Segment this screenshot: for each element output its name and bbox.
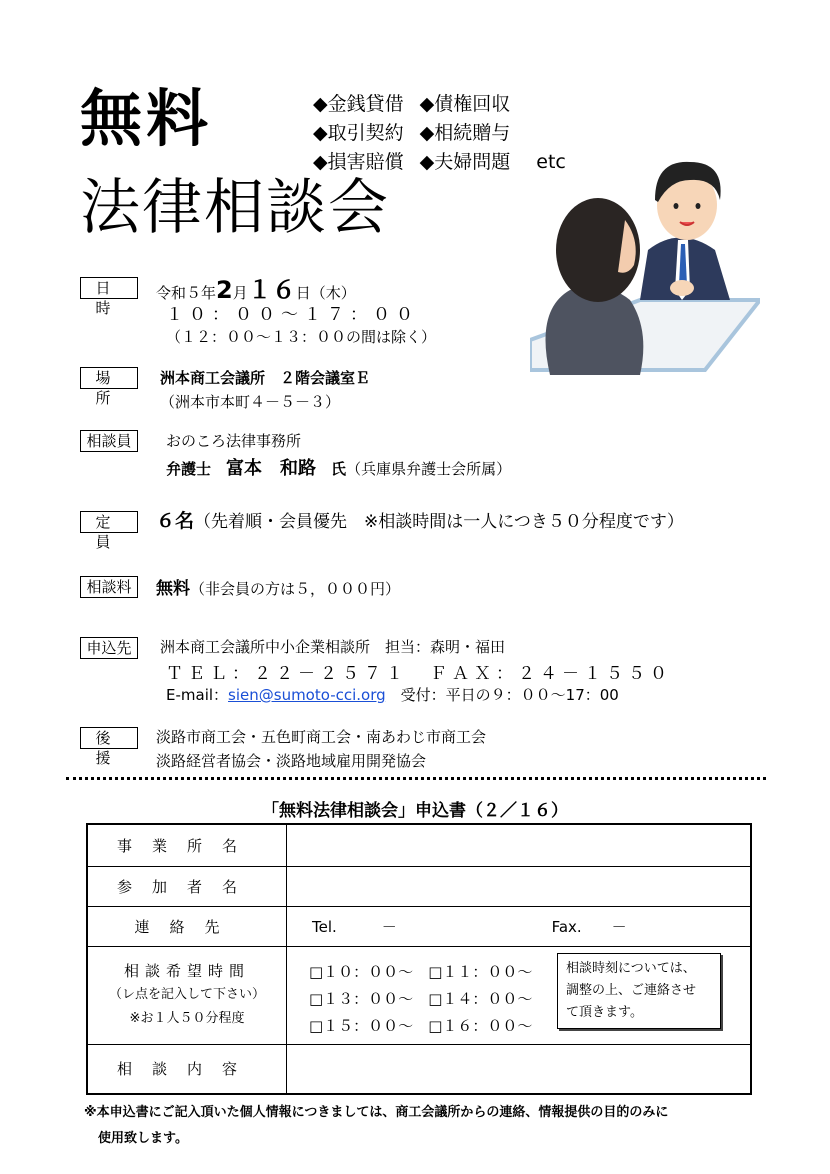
fax-label: Fax. － [551, 917, 627, 936]
slot-checkbox[interactable]: □１０：００～ [309, 962, 414, 981]
topic-item: ◆夫婦問題 [419, 151, 511, 173]
label-fee: 相談料 [80, 576, 138, 598]
capacity-line [156, 506, 684, 533]
label-datetime: 日時 [80, 277, 138, 299]
cut-line [66, 777, 766, 780]
privacy-line1: ※本申込書にご記入頂いた個人情報につきましては、商工会議所からの連絡、情報提供の目的のみに [84, 1105, 669, 1120]
slot-row [309, 959, 532, 986]
date-month: 2 [216, 276, 233, 304]
topic-etc: etc [536, 151, 566, 173]
topic-item: ◆相続贈与 [419, 122, 511, 144]
slot-row [309, 1013, 532, 1040]
tel-label: Tel. － [312, 917, 397, 936]
apply-email-line [166, 684, 619, 705]
support-line2: 淡路経営者協会・淡路地域雇用開発協会 [156, 752, 427, 770]
participant-field[interactable] [287, 866, 752, 906]
venue-name: 洲本商工会議所 ２階会議室Ｅ [160, 369, 371, 387]
topic-item: ◆取引契約 [313, 122, 404, 144]
capacity-note: （先着順・会員優先 ※相談時間は一人につき５０分程度です） [194, 512, 684, 532]
time-exclusion: （１２：００～１３：００の間は除く） [166, 328, 437, 346]
email-label: E-mail： [166, 686, 229, 704]
label-apply: 申込先 [80, 637, 138, 659]
preferred-time-label: 相談希望時間 [123, 962, 250, 980]
label-counselor: 相談員 [80, 430, 138, 452]
content-field[interactable] [287, 1044, 752, 1094]
preferred-time-field [287, 946, 752, 1044]
date-month-suffix: 月 [232, 284, 248, 302]
email-link[interactable]: sien@sumoto-cci.org [228, 686, 386, 704]
business-field[interactable] [287, 824, 752, 866]
preferred-time-note1: （レ点を記入して下さい） [108, 987, 265, 1002]
lawyer-hands [670, 280, 694, 296]
venue-address: （洲本市本町４－５－３） [160, 393, 341, 411]
privacy-line2: 使用致します。 [98, 1131, 188, 1146]
topic-item: ◆損害賠償 [313, 151, 404, 173]
counselor-honorific: 氏 [331, 460, 347, 478]
participant-label: 参加者名 [87, 866, 287, 906]
preferred-time-cell [87, 946, 287, 1044]
support-line1: 淡路市商工会・五色町商工会・南あわじ市商工会 [156, 728, 487, 746]
title-sub: 法律相談会 [80, 173, 390, 243]
topic-row [313, 90, 582, 119]
slot-checkbox[interactable]: □１６：００～ [428, 1016, 533, 1035]
notice-line: 調整の上、ご連絡させ [566, 982, 697, 998]
contact-field[interactable] [287, 906, 752, 946]
title-main: 無料 [80, 82, 213, 155]
consultation-illustration [530, 140, 760, 385]
date-day-suffix: 日（木） [295, 284, 356, 302]
label-capacity: 定員 [80, 511, 138, 533]
apply-reception: 受付：平日の９：００～17：00 [400, 686, 619, 704]
date-day: １６ [247, 276, 296, 304]
counselor-firm: おのころ法律事務所 [166, 432, 302, 450]
date-prefix: 令和５年 [156, 284, 217, 302]
notice-line: て頂きます。 [566, 1004, 643, 1020]
apply-office: 洲本商工会議所中小企業相談所 担当：森明・福田 [160, 638, 506, 656]
time-range: １０：００～１７：００ [166, 305, 419, 325]
notice-line: 相談時刻については、 [566, 960, 696, 976]
counselor-name: 富本 和路 [226, 458, 317, 479]
fee-note: （非会員の方は５，０００円） [190, 580, 401, 598]
slot-row [309, 986, 532, 1013]
time-slots [309, 959, 532, 1040]
capacity-value: ６名 [156, 510, 195, 532]
slot-checkbox[interactable]: □１４：００～ [428, 989, 533, 1008]
content-label: 相談内容 [87, 1044, 287, 1094]
preferred-time-note2: ※お１人５０分程度 [129, 1011, 245, 1026]
business-label: 事業所名 [87, 824, 287, 866]
counselor-title: 弁護士 [166, 460, 212, 478]
topic-item: ◆債権回収 [419, 93, 511, 115]
schedule-notice-box [557, 953, 721, 1029]
application-form [86, 823, 752, 1095]
fee-line [156, 574, 400, 599]
slot-checkbox[interactable]: □１３：００～ [309, 989, 414, 1008]
slot-checkbox[interactable]: □１５：００～ [309, 1016, 414, 1035]
apply-tel-fax: ＴＥＬ：２２－２５７１ ＦＡＸ：２４－１５５０ [166, 664, 672, 684]
counselor-line [166, 454, 511, 480]
privacy-note [84, 1100, 668, 1152]
slot-checkbox[interactable]: □１１：００～ [428, 962, 533, 981]
contact-label: 連絡先 [87, 906, 287, 946]
form-title: 「無料法律相談会」申込書（２／１６） [262, 801, 568, 821]
fee-value: 無料 [156, 579, 190, 599]
topic-item: ◆金銭貸借 [313, 93, 404, 115]
counselor-affiliation: （兵庫県弁護士会所属） [346, 460, 512, 478]
label-venue: 場所 [80, 367, 138, 389]
label-support: 後援 [80, 727, 138, 749]
